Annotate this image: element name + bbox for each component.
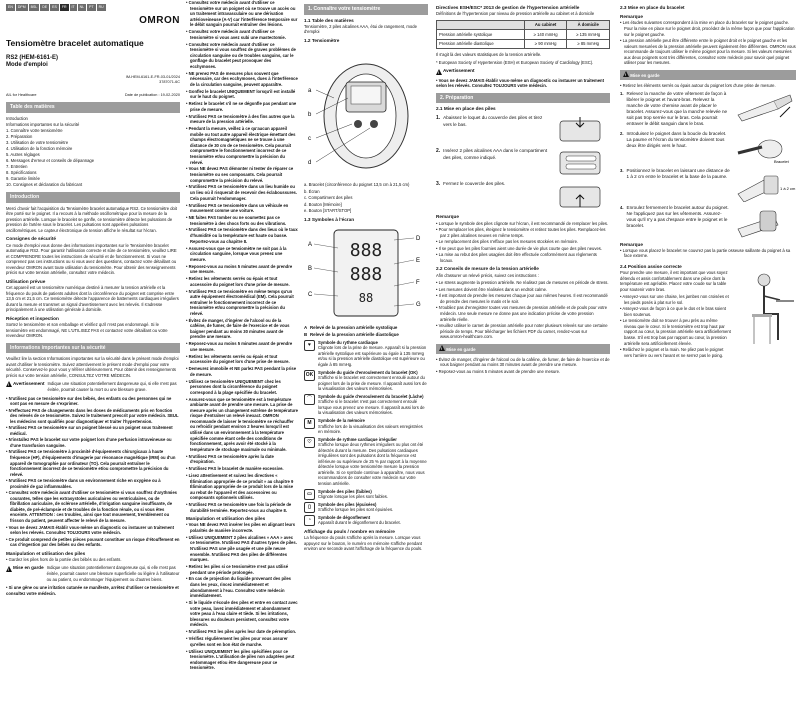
battery-handling-heading-2: Manipulation et utilisation des piles [186, 516, 266, 522]
toc-item[interactable]: Informations importantes sur la sécurité [6, 122, 80, 128]
display-pulse-digits: 88 [358, 291, 374, 306]
warning-item: • N'installez PAS le bracelet sur votre poignet lors d'une perfusion intraveineuse ou d'une transfusion sanguine. [6, 437, 172, 448]
document-title: Tensiomètre bracelet automatique [6, 37, 144, 48]
step-number: 2. [436, 148, 441, 155]
symbol-text: Clignote lors de la prise de mesure. Apparaît si la pression artérielle systolique est supérieure ou égale à 135 mmHg et/ou si la pression artérielle diastolique est supérieure ou égale à 85 mmHg. [318, 345, 427, 368]
sleeve-illustration [734, 91, 796, 125]
symbol-title: Symbole de rythme cardiaque irrégulier [318, 436, 397, 442]
caution-tag: Mise en garde [13, 565, 44, 571]
toc-item[interactable]: 6. Messages d'erreur et conseils de dépannage [6, 158, 95, 164]
display-label: C [308, 292, 313, 299]
lang-tab[interactable]: DPM [16, 4, 29, 11]
toc-item[interactable]: 9. Garantie limitée [6, 176, 40, 182]
lang-tab[interactable]: IT [70, 4, 78, 11]
step-text: Enroulez fermement le bracelet autour du poignet. Ne l'appliquez pas sur les vêtements. Assurez-vous qu'il n'y a pas d'espace entre le poignet et le bracelet. [626, 204, 729, 228]
safety-item: • Assurez-vous que ce tensiomètre ne soit pas à la circulation sanguine, lorsque vous prenez une mesure. [186, 245, 287, 262]
intended-use-heading: Utilisation prévue [6, 278, 46, 284]
display-label: A [308, 242, 313, 249]
lang-tab[interactable]: NL [78, 4, 87, 11]
battery-list [186, 522, 298, 670]
step-number: 1. [620, 91, 624, 97]
part-item: a. Bracelet (circonférence du poignet 13,5 cm à 21,5 cm) [304, 182, 410, 188]
device-label: b [308, 112, 312, 119]
table-cell: Pression artérielle diastolique [437, 39, 525, 49]
cuff-ok-icon: OK [304, 370, 315, 381]
remark-heading: Remarque [436, 214, 459, 220]
safety-item: • N'utilisez PAS ce tensiomètre dans des lieux où le taux d'humidité ou la température est haute ou basse. Reportez-vous au chapitre 8. [186, 227, 298, 244]
battery-item: • En cas de projection du liquide provenant des piles dans les yeux, rincez immédiatement et abondamment à l'eau. Consultez votre médecin immédiatement. [186, 576, 292, 599]
lang-tab[interactable]: DE [40, 4, 50, 11]
battery-item: • Retirez les piles si ce tensiomètre n'est pas utilisé pendant une période prolongée. [186, 564, 289, 575]
device-illustration [304, 48, 428, 178]
caution-item: • Si une gêne ou une irritation cutanée se manifeste, arrêtez d'utiliser ce tensiomètre et consultez votre médecin. [6, 585, 179, 596]
deflation-icon: ◔ [304, 515, 315, 526]
warning-item: • Ce produit comprend de petites pièces pouvant constituer un risque d'étouffement en cas d'ingestion par des bébés ou des enfants. [6, 536, 180, 548]
battery-cover-close-illustration [552, 181, 610, 211]
symbol-row [304, 394, 428, 416]
lang-tab[interactable]: BSL [29, 4, 41, 11]
cuff-step [620, 131, 796, 165]
section-2-heading: 2. Préparation [436, 93, 610, 104]
step-text: Abaissez le loquet du couvercle des piles et tirez vers le bas. [443, 115, 543, 127]
display-systolic-digits: 888 [349, 240, 383, 262]
caution-item: • Évitez de manger, d'ingérer de l'alcool ou de la caféine, de fumer, de faire de l'exercice et de vous baigner pendant au moins 30 minutes avant de prendre une mesure. [436, 356, 610, 368]
battery-empty-icon: ▯ [304, 502, 315, 513]
lang-tab[interactable]: ES [50, 4, 60, 11]
remark-heading: Remarque [620, 14, 643, 20]
remark-item: • La pression artérielle peut être différente entre le poignet droit et le poignet gauche et les valeurs mesurées de la pression artérielle peuvent également être différentes. OMRON vous recommande de toujours utiliser le même poignet pour la mesure. Si les valeurs mesurées aux deux poignets sont très différentes, consultez votre médecin pour savoir quel poignet utiliser pour les mesures. [620, 38, 796, 66]
safety-item: • Consultez votre médecin avant d'utiliser ce tensiomètre si vous avez subi une mastectomie. [186, 29, 286, 40]
symbol-title: Symbole des piles (faibles) [318, 488, 372, 494]
safety-item: • Vous NE devez PAS démonter ni tenter de réparer ce tensiomètre ou ses composants. Cela pourrait compromettre la précision du relevé. [186, 166, 294, 183]
safety-item: • Reposez-vous au moins 5 minutes avant de prendre une mesure. [186, 341, 293, 352]
seated-posture-illustration [734, 270, 796, 350]
device-drawing [304, 48, 428, 178]
safety-item: • Assurez-vous que ce tensiomètre est à température ambiante avant de prendre une mesure. La prise de mesure après un changement extrême de température risque d'entraîner un relevé inexact. OMRON recommande de laisser le tensiomètre se réchauffer ou refroidir pendant environ 2 heures lorsqu'il est utilisé dans un environnement à la température spécifiée comme étant celle des conditions de fonctionnement, après avoir été stocké à la température de stockage maximale ou minimale. [186, 396, 298, 452]
battery-item: • Vérifiez régulièrement les piles pour vous assurer qu'elles sont en bon état de marche. [186, 636, 288, 647]
safety-item: • Utilisez ce tensiomètre UNIQUEMENT chez les personnes dont la circonférence du poignet correspond à la plage spécifiée du bracelet. [186, 378, 281, 395]
display-drawing [304, 226, 428, 322]
step-text: Relevez la manche de votre vêtement de façon à libérer le poignet et l'avant-bras. Relevez la manche de votre chemise avant de placer le bracelet. Assurez-vous que la manche relevée ne soit pas trop serrée sur le bras. Cela pourrait entraver le débit sanguin dans le bras. [626, 91, 728, 127]
table-source: * European Society of Hypertension (ESH) et European Society of Cardiology (ESC). [436, 59, 594, 65]
warning-box [6, 381, 180, 392]
caution-triangle-icon [439, 345, 445, 351]
table-cell: ≥ 90 mmHg [524, 39, 567, 49]
symbol-title: Symbole de la mémoire [318, 417, 365, 423]
remark-list [620, 20, 796, 65]
toc-item[interactable]: 10. Consignes et déclaration du fabricant [6, 182, 83, 188]
display-illustration [304, 226, 428, 322]
cuff-step [620, 205, 796, 239]
device-label: a [308, 88, 312, 95]
posture-text: Pour prendre une mesure, il est important que vous soyez détendu et assis confortablement dans une pièce dont la température est agréable. Placez votre coude sur la table pour soutenir votre bras. [620, 270, 728, 292]
tip-item: • Il est important de prendre les mesures chaque jour aux mêmes heures. Il est recommandé de prendre des mesures le matin et le soir. [436, 293, 608, 304]
safety-item: • Retirez le bracelet s'il ne se dégonfle pas pendant une prise de mesure. [186, 101, 297, 112]
contents-heading: 1.1 Table des matières [304, 17, 354, 23]
display-label: F [416, 280, 420, 287]
remark-item: • La mise au rebut des piles usagées doit être effectuée conformément aux règlements locaux. [436, 252, 597, 263]
safety-item: • N'utilisez PAS le bracelet de manière excessive. [186, 466, 284, 472]
symbol-text: S'affiche lors de la visualisation des valeurs enregistrées en mémoire. [318, 423, 423, 435]
toc-item[interactable]: 4. Utilisation de la fonction mémoire [6, 146, 73, 152]
toc-item[interactable]: 5. Autres réglages [6, 152, 40, 158]
warning-item: • N'utilisez pas ce tensiomètre sur des bébés, des enfants ou des personnes qui ne sont pas en mesure de s'exprimer. [6, 395, 172, 407]
toc-item[interactable]: 2. Préparation [6, 134, 33, 140]
safety-item: • NE faites PAS tomber ou ne soumettez pas ce tensiomètre à des chocs forts ou des vibrations. [186, 214, 287, 226]
step-number: 1. [436, 115, 441, 122]
safety-item: • Reposez-vous au moins 5 minutes avant de prendre une mesure. [186, 263, 293, 275]
symbol-text: Clignote lorsque les piles sont faibles. [318, 494, 389, 500]
remark-list-2 [620, 248, 796, 259]
battery-item: • Utilisez UNIQUEMENT 2 piles alcalines « AAA » avec ce tensiomètre. N'utilisez PAS d'autres types de piles. N'utilisez PAS une pile usagée et une pile neuve ensemble. N'utilisez PAS des piles de différentes marques. [186, 534, 297, 563]
safety-item: • Retirez les vêtements serrés ou épais et tout accessoire du poignet lors d'une prise de mesure. [186, 276, 290, 287]
toc-item[interactable]: 1. Connaître votre tensiomètre [6, 128, 63, 134]
display-diastolic-digits: 888 [349, 264, 383, 286]
table-header-row [437, 20, 610, 30]
battery-handling-heading: Manipulation et utilisation des piles [6, 550, 86, 556]
warning-text-2: • Vous ne devez JAMAIS établir vous-même un diagnostic ou instaurer un traitement selon les relevés. Consultez TOUJOURS votre médecin. [436, 77, 604, 89]
battery-insert-illustration [552, 148, 610, 178]
warning-list [6, 396, 180, 548]
part-item: d. Bouton [Mémoire] [304, 201, 342, 207]
warning-item: • N'utilisez PAS ce tensiomètre à proximité d'équipements chirurgicaux à haute fréquence (HF), d'équipements d'imagerie par résonance magnétique (IRM) ou d'un appareil de tomographie par ordinateur (TO). Cela pourrait entraîner le fonctionnement incorrect de ce tensiomètre et/ou compromettre la précision du relevé. [6, 449, 176, 477]
lang-tab[interactable]: PT [87, 4, 96, 11]
remark-item: • Le remplacement des piles n'efface pas les mesures stockées en mémoire. [436, 239, 579, 245]
remark-item: • Il se peut que les piles fournies aient une durée de vie plus courte que des piles neuves. [436, 245, 603, 251]
part-item: c. Compartiment des piles [304, 195, 353, 201]
posture-item: • Asseyez-vous de façon à ce que le dos et le bras soient bien soutenus. [620, 306, 726, 317]
device-heading: 1.2 Tensiomètre [304, 37, 340, 43]
intended-use-text: Cet appareil est un tensiomètre numérique destiné à mesurer la tension artérielle et la fréquence du pouls de patients adultes dont la circonférence du poignet est comprise entre 13,5 cm et 21,5 cm. Ce tensiomètre détecte l'apparence de battements cardiaques irréguliers durant la mesure et transmet un signal d'avertissement avec les relevés. Il s'adresse principalement à une utilisation générale à domicile. [6, 285, 179, 313]
step-number: 3. [436, 181, 441, 188]
remark-list [436, 221, 610, 264]
battery-handling-item: • Gardez les piles hors de la portée des bébés ou des enfants. [6, 556, 122, 562]
safety-item: • N'utilisez PAS ce tensiomètre une fois la période de durabilité terminée. Reportez-vous au chapitre 8. [186, 502, 292, 513]
safety-item: • N'utilisez PAS ce tensiomètre dans un véhicule en mouvement comme une voiture. [186, 202, 289, 214]
warning-item: • N'utilisez PAS ce tensiomètre sur un poignet blessé ou un poignet sous traitement médical. [6, 425, 173, 436]
warning-text: Indique une situation potentiellement dangereuse qui, si elle n'est pas évitée, pourrait causer la mort ou une blessure grave. [47, 381, 177, 392]
toc-item[interactable]: 3. Utilisation de votre tensiomètre [6, 140, 69, 146]
table-cell: ≥ 85 mmHg [567, 39, 610, 49]
safety-item: • Consultez votre médecin avant d'utiliser ce tensiomètre sur un poignet où se trouve un accès ou un traitement intravasculaire ou une dérivation artérioveineuse (A-V) car l'interférence temporaire sur le débit sanguin pourrait entraîner des lésions. [186, 0, 298, 28]
battery-low-icon: ▭ [304, 489, 315, 500]
memory-icon: M [304, 418, 315, 429]
display-label: D [416, 236, 421, 243]
safety-item: • Lisez attentivement et suivez les directives « Élimination appropriée de ce produit » au chapitre 9 Élimination appropriée de ce produit lors de la mise au rebut de l'appareil et des accessoires ou composants optionnels utilisés. [186, 472, 294, 501]
manual-label: Mode d'emploi [6, 62, 48, 69]
battery-item: • Utilisez UNIQUEMENT les piles spécifiées pour ce tensiomètre. L'utilisation de piles non adaptées peut endommager et/ou être dangereuse pour ce tensiomètre. [186, 648, 295, 671]
safety-item: • Gonflez le bracelet UNIQUEMENT lorsqu'il est installé sur le haut du poignet. [186, 88, 296, 100]
symbol-text: S'affiche lorsque les piles sont épuisées. [318, 507, 394, 513]
irregular-heartbeat-icon: ♡ [304, 437, 315, 448]
symbol-text: S'affiche lorsque deux rythmes irréguliers ou plus ont été détectés durant la mesure. Des pulsations cardiaques irrégulières sont des pulsations dont la fréquence est inférieure ou supérieure de 25 % par rapport à la moyenne détectée lorsque votre tensiomètre mesure la pression artérielle. Si ce symbole continue à apparaître, nous vous recommandons de consulter votre médecin sur votre tension artérielle. [318, 442, 427, 486]
toc-item[interactable]: 8. Spécifications [6, 170, 37, 176]
safety-text: Ce mode d'emploi vous donne des informations importantes sur le Tensiomètre bracelet automatique RS2. Pour garantir l'utilisation correcte et sûre de ce tensiomètre, veuillez LIRE et COMPRENDRE toutes les instructions de sécurité et de fonctionnement. Si vous ne comprenez pas ces instructions ou si vous avez des questions, contactez votre détaillant ou revendeur OMRON avant toute utilisation du tensiomètre. Pour obtenir des renseignements précis sur votre tension artérielle, consultez votre médecin. [6, 242, 177, 276]
symbol-row [304, 489, 428, 500]
step-text: Introduisez le poignet dans la boucle du bracelet. La paume et l'écran du tensiomètre doivent tous deux être dirigés vers le haut. [626, 130, 727, 148]
parts-list [304, 182, 428, 214]
bp-classification-table [436, 20, 610, 50]
remark-item: • Lorsque le symbole des piles clignote sur l'écran, il est recommandé de remplacer les piles. [436, 220, 609, 226]
symbol-title: Symbole du guide d'enroulement du bracelet (OK) [318, 369, 418, 375]
table-of-contents [6, 116, 180, 188]
step-number: 4. [620, 204, 624, 210]
tip-item: • N'oubliez pas d'enregistrer toutes vos mesures de pression artérielle et de pouls pour votre médecin. Une seule mesure ne donne pas une indication précise de votre pression artérielle réelle. [436, 305, 608, 322]
caution-heading: ! Mise en garde [620, 70, 796, 80]
pulse-text: La fréquence du pouls s'affiche après la mesure. Lorsque vous appuyez sur le bouton, le numéro en mémoire s'affiche pendant environ une seconde avant l'affichage de la fréquence du pouls. [304, 535, 423, 552]
wrist-insert-illustration [734, 131, 796, 165]
tip-item: • Veuillez utiliser le carnet de pression artérielle pour noter plusieurs relevés sur une certaine période de temps. Pour télécharger les fichiers PDF du carnet, rendez-vous sur www.omron-healthcare.com. [436, 323, 608, 340]
document-codes: IM-HEM-6161-E-FR-03-01/2024 3787071-6C [125, 75, 180, 85]
column-3 [304, 0, 428, 710]
tip-item: • Les mesures doivent être réalisées dans un endroit calme. [436, 286, 548, 292]
table-cell: ≥ 135 mmHg [567, 30, 610, 40]
safety-item: • N'utilisez PAS ce tensiomètre dans un lieu humide ou un lieu où il risquerait de recevoir des éclaboussures. Cela pourrait l'endommager. [186, 184, 298, 201]
symbol-title: Symbole des piles (épuisées) [318, 501, 377, 507]
apply-cuff-heading: 2.3 Mise en place du bracelet [620, 5, 685, 10]
symbol-row [304, 418, 428, 435]
display-label: E [416, 258, 421, 265]
cuff-position-illustration [734, 168, 796, 202]
safety-heading: Consignes de sécurité [6, 236, 57, 242]
part-item: b. Écran [304, 188, 320, 194]
table-row [437, 39, 610, 49]
warning-item: • N'utilisez PAS ce tensiomètre dans un environnement riche en oxygène ou à proximité de gaz inflammables. [6, 478, 161, 489]
posture-item: • Le tensiomètre doit se trouver à peu près au même niveau que le cœur. Si le tensiomètre est trop haut par rapport au cœur, la pression artérielle sera artificiellement basse. S'il est trop bas par rapport au cœur, la pression artérielle sera artificiellement élevée. [620, 318, 731, 346]
warning-tag: Avertissement [13, 381, 45, 387]
safety-item: • Pendant la mesure, veillez à ce qu'aucun appareil mobile ou tout autre appareil électrique émettant des champs électromagnétiques ne se trouve à une distance de 30 cm de ce tensiomètre. Cela pourrait compromettre le fonctionnement incorrect de ce tensiomètre et/ou compromettre la précision du relevé. [186, 126, 296, 165]
distance-label: 1 à 2 cm [780, 185, 796, 191]
cuff-step [620, 91, 796, 127]
table-header: Au cabinet [524, 20, 567, 30]
display-heading: 1.3 Symboles à l'écran [304, 216, 355, 222]
warning-tag: Avertissement [443, 68, 475, 74]
cuff-step [620, 168, 796, 202]
intro-heading: Introduction [6, 192, 180, 203]
toc-item[interactable]: Introduction [6, 115, 28, 121]
posture-heading: 2.4 Position assise correcte [620, 263, 682, 269]
remark-heading: Remarque [620, 241, 643, 247]
battery-cover-open-illustration [552, 115, 610, 145]
posture-item: • Asseyez-vous sur une chaise, les jambes non croisées et les pieds posés à plat sur le sol. [620, 294, 729, 305]
symbol-title: Symbole du rythme cardiaque [318, 339, 378, 345]
brand-logo: OMRON [139, 14, 180, 26]
toc-heading: Table des matières [6, 102, 180, 113]
remark-item: • Les études suivantes correspondent à la mise en place du bracelet sur le poignet gauche. Pour la mise en place sur le poignet droit, procédez de la même façon que pour l'application sur le poignet gauche. [620, 20, 795, 37]
symbol-title: Symbole du guide d'enroulement du bracelet (Lâche) [318, 393, 424, 399]
intro-text: Merci d'avoir fait l'acquisition du Tensiomètre bracelet automatique RS2. Ce tensiomètre doit être porté sur le poignet. Il a recours à la méthode oscillométrique pour la mesure de la pression artérielle. Lorsque le bracelet se gonfle, ce tensiomètre détecte les pulsations de pression de l'artère sous le bracelet. Les pulsations sont appelées pulsations oscillométriques. Le capteur électronique de tension affiche le résultat sur l'écran. [6, 205, 177, 233]
caution-text: Indique une situation potentiellement dangereuse qui, si elle n'est pas évitée, pourrait causer une blessure superficielle ou légère à l'utilisateur ou au patient, ou endommager l'équipement ou d'autres biens. [46, 565, 180, 582]
directives-text: Définitions de l'hypertension par niveau de pression artérielle au cabinet et à domicile [436, 11, 595, 17]
table-note: Il s'agit là des valeurs statistiques de la tension artérielle. [436, 52, 542, 58]
bracelet-label: Bracelet [774, 158, 789, 164]
column-2 [186, 0, 298, 710]
part-item: e. Bouton [START/STOP] [304, 208, 352, 214]
column-4 [436, 0, 610, 710]
table-cell: ≥ 140 mmHg [524, 30, 567, 40]
step-text: Positionnez le bracelet en laissant une distance de 1 à 2 cm entre le bracelet et la base de la paume. [626, 167, 730, 179]
safety-item: • N'utilisez PAS ce tensiomètre après la date d'expiration. [186, 453, 274, 465]
caution-triangle-icon [6, 566, 12, 572]
safety-item: • Consultez votre médecin avant d'utiliser ce tensiomètre si vous souffrez de graves problèmes de circulation sanguine ou de troubles sanguins, car le gonflage du bracelet peut provoquer des ecchymoses. [186, 41, 296, 69]
symbol-row [304, 437, 428, 487]
device-label: c [308, 136, 311, 143]
step-text: Fermez le couvercle des piles. [443, 181, 506, 187]
display-label: G [416, 302, 421, 309]
important-safety-heading: Informations importantes sur la sécurité [6, 343, 180, 354]
safety-list [186, 0, 298, 513]
battery-item: • N'utilisez PAS les piles après leur date de péremption. [186, 629, 297, 635]
warning-box-2 [436, 68, 610, 74]
important-safety-text: Veuillez lire la section Informations importantes sur la sécurité dans le présent mode d'emploi avant d'utiliser le tensiomètre. Suivez attentivement le présent mode d'emploi pour votre sécurité. Conservez-le pour vous y référer ultérieurement. Pour obtenir des renseignements précis sur votre tension artérielle, CONSULTEZ VOTRE MÉDECIN. [6, 356, 179, 378]
remark-item: • Lorsque vous placez le bracelet ne couvrez pas la partie osseuse saillante du poignet à sa face externe. [620, 247, 791, 259]
inspection-text: Sortez le tensiomètre et son emballage et vérifiez qu'il n'est pas endommagé. Si le tensiomètre est endommagé, NE L'UTILISEZ PAS et contactez votre détaillant ou votre revendeur OMRON. [6, 321, 168, 339]
posture-list [620, 294, 731, 358]
symbol-title: Symbole de dégonflement [318, 514, 371, 520]
column-5 [620, 0, 796, 710]
table-header: À domicile [567, 20, 610, 30]
safety-item: • Demeurez immobile et NE parlez PAS pendant la prise de mesure. [186, 366, 297, 377]
ail-label: AIL for Healthcare [6, 93, 37, 98]
warning-item: • N'effectuez PAS de changements dans les doses de médicaments pris en fonction des relevés de ce tensiomètre. Suivez le traitement prescrit par votre médecin. SEUL les médecins sont qualifiés pour diagnostiquer et traiter l'hypertension. [6, 407, 179, 424]
toc-item[interactable]: 7. Entretien [6, 164, 28, 170]
heart-icon: ♥ [304, 340, 315, 351]
safety-item: • NE prenez PAS de mesures plus souvent que nécessaire, car des ecchymoses, dues à l'interférence de la circulation sanguine, peuvent apparaître. [186, 70, 298, 87]
warning-item: • Vous ne devez JAMAIS établir vous-même un diagnostic ou instaurer un traitement selon les relevés. Consultez TOUJOURS votre médecin. [6, 524, 174, 536]
posture-item: • Relâchez le poignet et la main. Ne pliez pas le poignet vers l'arrière ou vers l'avant et ne serrez pas le poing. [620, 347, 724, 358]
battery-item: • Vous NE devez PAS insérer les piles en alignant leurs polarités de manière incorrecte. [186, 522, 296, 533]
column-1 [6, 0, 180, 710]
inspection-heading: Réception et inspection [6, 315, 59, 321]
safety-item: • Retirez les vêtements serrés ou épais et tout accessoire du poignet lors d'une prise de mesure. [186, 353, 290, 365]
table-header [437, 20, 525, 30]
symbol-text: S'affiche si le bracelet est correctement enroulé autour du poignet lors de la prise de mesure. Il apparaît aussi lors de la visualisation des valeurs mémorisées. [318, 375, 427, 392]
tips-heading: 2.2 Conseils de mesure de la tension artérielle [436, 266, 539, 272]
caution-heading: ! Mise en garde [436, 344, 610, 354]
tip-item: • Le stress augmente la pression artérielle. Ne réalisez pas de mesures en période de stress. [436, 280, 609, 286]
symbol-row [304, 515, 428, 526]
cuff-wrap-illustration [734, 205, 796, 239]
language-tabs [6, 4, 180, 11]
safety-item: • N'utilisez PAS ce tensiomètre en même temps qu'un autre équipement électromédical (EM). Cela pourrait entraîner le fonctionnement incorrect de ce tensiomètre et/ou compromettre la précision du relevé. [186, 288, 294, 316]
display-label: B [308, 266, 313, 273]
display-legend-b: B Relevé de la pression artérielle diastolique [304, 332, 399, 338]
warning-triangle-icon [436, 69, 442, 75]
section-1-heading: 1. Connaître votre tensiomètre [304, 4, 428, 15]
publication-date: Date de publication : 19-02-2020 [124, 93, 180, 98]
cuff-loose-icon: ⌒ [304, 394, 315, 405]
battery-step [436, 115, 610, 145]
caution-list [436, 357, 610, 375]
symbol-text: Apparaît durant le dégonflement du bracelet. [318, 520, 401, 526]
contents-text: Tensiomètre, 2 piles alcalines AAA, étui de rangement, mode d'emploi [304, 23, 417, 35]
step-text: Insérez 2 piles alcalines AAA dans le compartiment des piles, comme indiqué. [443, 148, 548, 160]
step-number: 2. [620, 130, 624, 136]
caution-box [6, 565, 180, 582]
lang-tab[interactable]: RU [97, 4, 107, 11]
symbol-row [304, 340, 428, 368]
caution-item: • Reposez-vous au moins 5 minutes avant de prendre une mesure. [436, 368, 561, 374]
device-label: d [308, 160, 312, 167]
symbol-row [304, 370, 428, 392]
symbol-text: S'affiche si le bracelet n'est pas correctement enroulé lorsque vous prenez une mesure. Il apparaît aussi lors de la visualisation des valeurs mémorisées. [318, 399, 425, 416]
symbol-row [304, 502, 428, 513]
battery-step [436, 148, 610, 178]
step-number: 3. [620, 167, 624, 173]
directives-heading: Directives ESH/ESC* 2013 de gestion de l'hypertension artérielle [436, 5, 580, 10]
battery-step [436, 181, 610, 211]
lang-tab[interactable]: EN [6, 4, 16, 11]
warning-item: • Consultez votre médecin avant d'utiliser ce tensiomètre si vous souffrez d'arythmies courantes, telles que les extrasystoles auriculaires ou ventriculaires, ou de fibrillation auriculaire, de sclérose artérielle, d'irrigation sanguine insuffisante, de diabète, de pré-éclampsie et de troubles de la fonction rénale, ou si vous êtes enceinte. ATTENTION : ces troubles, ainsi que tout mouvement, tremblement ou frisson du patient, peuvent affecter le relevé de la mesure. [6, 490, 178, 523]
caution-text: • Retirez les éléments serrés ou épais autour du poignet lors d'une prise de mesure. [620, 82, 776, 88]
remark-item: • Pour remplacer les piles, éteignez le tensiomètre et retirez toutes les piles. Remplacez-les par 2 piles alcalines neuves en même temps. [436, 227, 606, 238]
pulse-heading: Affichage du pouls / nombre en mémoire [304, 528, 395, 534]
warning-triangle-icon [6, 381, 12, 387]
safety-item: • Évitez de manger, d'ingérer de l'alcool ou de la caféine, de fumer, de faire de l'exercice et de vous baigner pendant au moins 30 minutes avant de prendre une mesure. [186, 317, 290, 340]
battery-item: • Si le liquide s'écoule des piles et entre en contact avec votre peau, lavez immédiatement et abondamment votre peau à l'eau claire et tiède. Si les irritations, blessures ou douleurs persistent, consultez votre médecin. [186, 600, 298, 628]
caution-triangle-icon [623, 71, 629, 77]
lang-tab-active[interactable]: FR [60, 4, 70, 11]
safety-item: • N'utilisez PAS ce tensiomètre à des fins autres que la mesure de la pression artérielle. [186, 113, 295, 125]
table-row [437, 30, 610, 40]
battery-install-heading: 2.1 Mise en place des piles [436, 106, 496, 112]
tips-list [436, 280, 610, 339]
display-legend-a: A Relevé de la pression artérielle systolique [304, 325, 398, 331]
table-cell: Pression artérielle systolique [437, 30, 525, 40]
tips-intro: Afin d'assurer un relevé précis, suivez ces instructions : [436, 272, 539, 278]
model-name: RS2 (HEM-6161-E) [6, 54, 59, 61]
